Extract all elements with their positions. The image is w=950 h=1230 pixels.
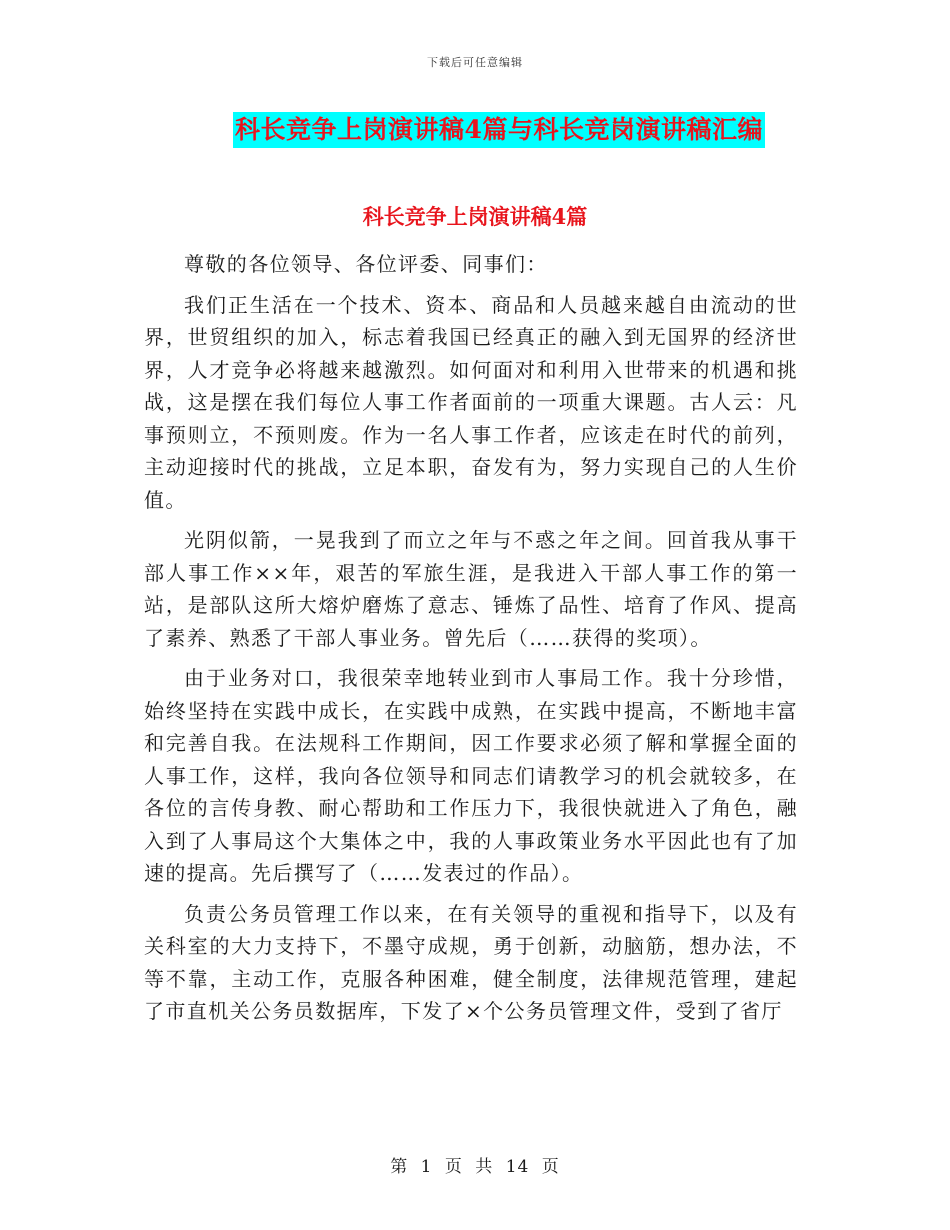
sub-title: 科长竞争上岗演讲稿4篇 <box>362 204 588 229</box>
page-mid1: 页 <box>444 1157 463 1177</box>
main-title-container <box>0 112 950 148</box>
document-body <box>144 248 798 1028</box>
page-total: 14 <box>505 1157 530 1177</box>
main-title: 科长竞争上岗演讲稿4篇与科长竞岗演讲稿汇编 <box>233 112 765 148</box>
paragraph: 我们正生活在一个技术、资本、商品和人员越来越自由流动的世界，世贸组织的加入，标志着我国已经真正的融入到无国界的经济世界，人才竞争必将越来越激烈。如何面对和利用入世带来的机遇和挑战，这是摆在我们每位人事工作者面前的一项重大课题。古人云：凡事预则立，不预则废。作为一名人事工作者，应该走在时代的前列，主动迎接时代的挑战，立足本职，奋发有为，努力实现自己的人生价值。 <box>144 292 798 512</box>
page-footer <box>0 1152 950 1177</box>
paragraph: 负责公务员管理工作以来，在有关领导的重视和指导下，以及有关科室的大力支持下，不墨守成规，勇于创新，动脑筋，想办法，不等不靠，主动工作，克服各种困难，健全制度，法律规范管理，建起了市直机关公务员数据库，下发了×个公务员管理文件，受到了省厅 <box>144 901 798 1023</box>
page-mid2: 共 <box>475 1157 494 1177</box>
page-prefix: 第 <box>390 1157 409 1177</box>
paragraph: 光阴似箭，一晃我到了而立之年与不惑之年之间。回首我从事干部人事工作××年，艰苦的军旅生涯，是我进入干部人事工作的第一站，是部队这所大熔炉磨炼了意志、锤炼了品性、培育了作风、提高了素养、熟悉了干部人事业务。曾先后（……获得的奖项）。 <box>144 528 798 650</box>
paragraph-salutation: 尊敬的各位领导、各位评委、同事们： <box>184 252 548 276</box>
page-suffix: 页 <box>541 1157 560 1177</box>
page-number: 1 <box>420 1157 433 1177</box>
header-note: 下载后可任意编辑 <box>427 56 523 69</box>
paragraph: 由于业务对口，我很荣幸地转业到市人事局工作。我十分珍惜，始终坚持在实践中成长，在实践中成熟，在实践中提高，不断地丰富和完善自我。在法规科工作期间，因工作要求必须了解和掌握全面的人事工作，这样，我向各位领导和同志们请教学习的机会就较多，在各位的言传身教、耐心帮助和工作压力下，我很快就进入了角色，融入到了人事局这个大集体之中，我的人事政策业务水平因此也有了加速的提高。先后撰写了（……发表过的作品）。 <box>144 666 798 885</box>
